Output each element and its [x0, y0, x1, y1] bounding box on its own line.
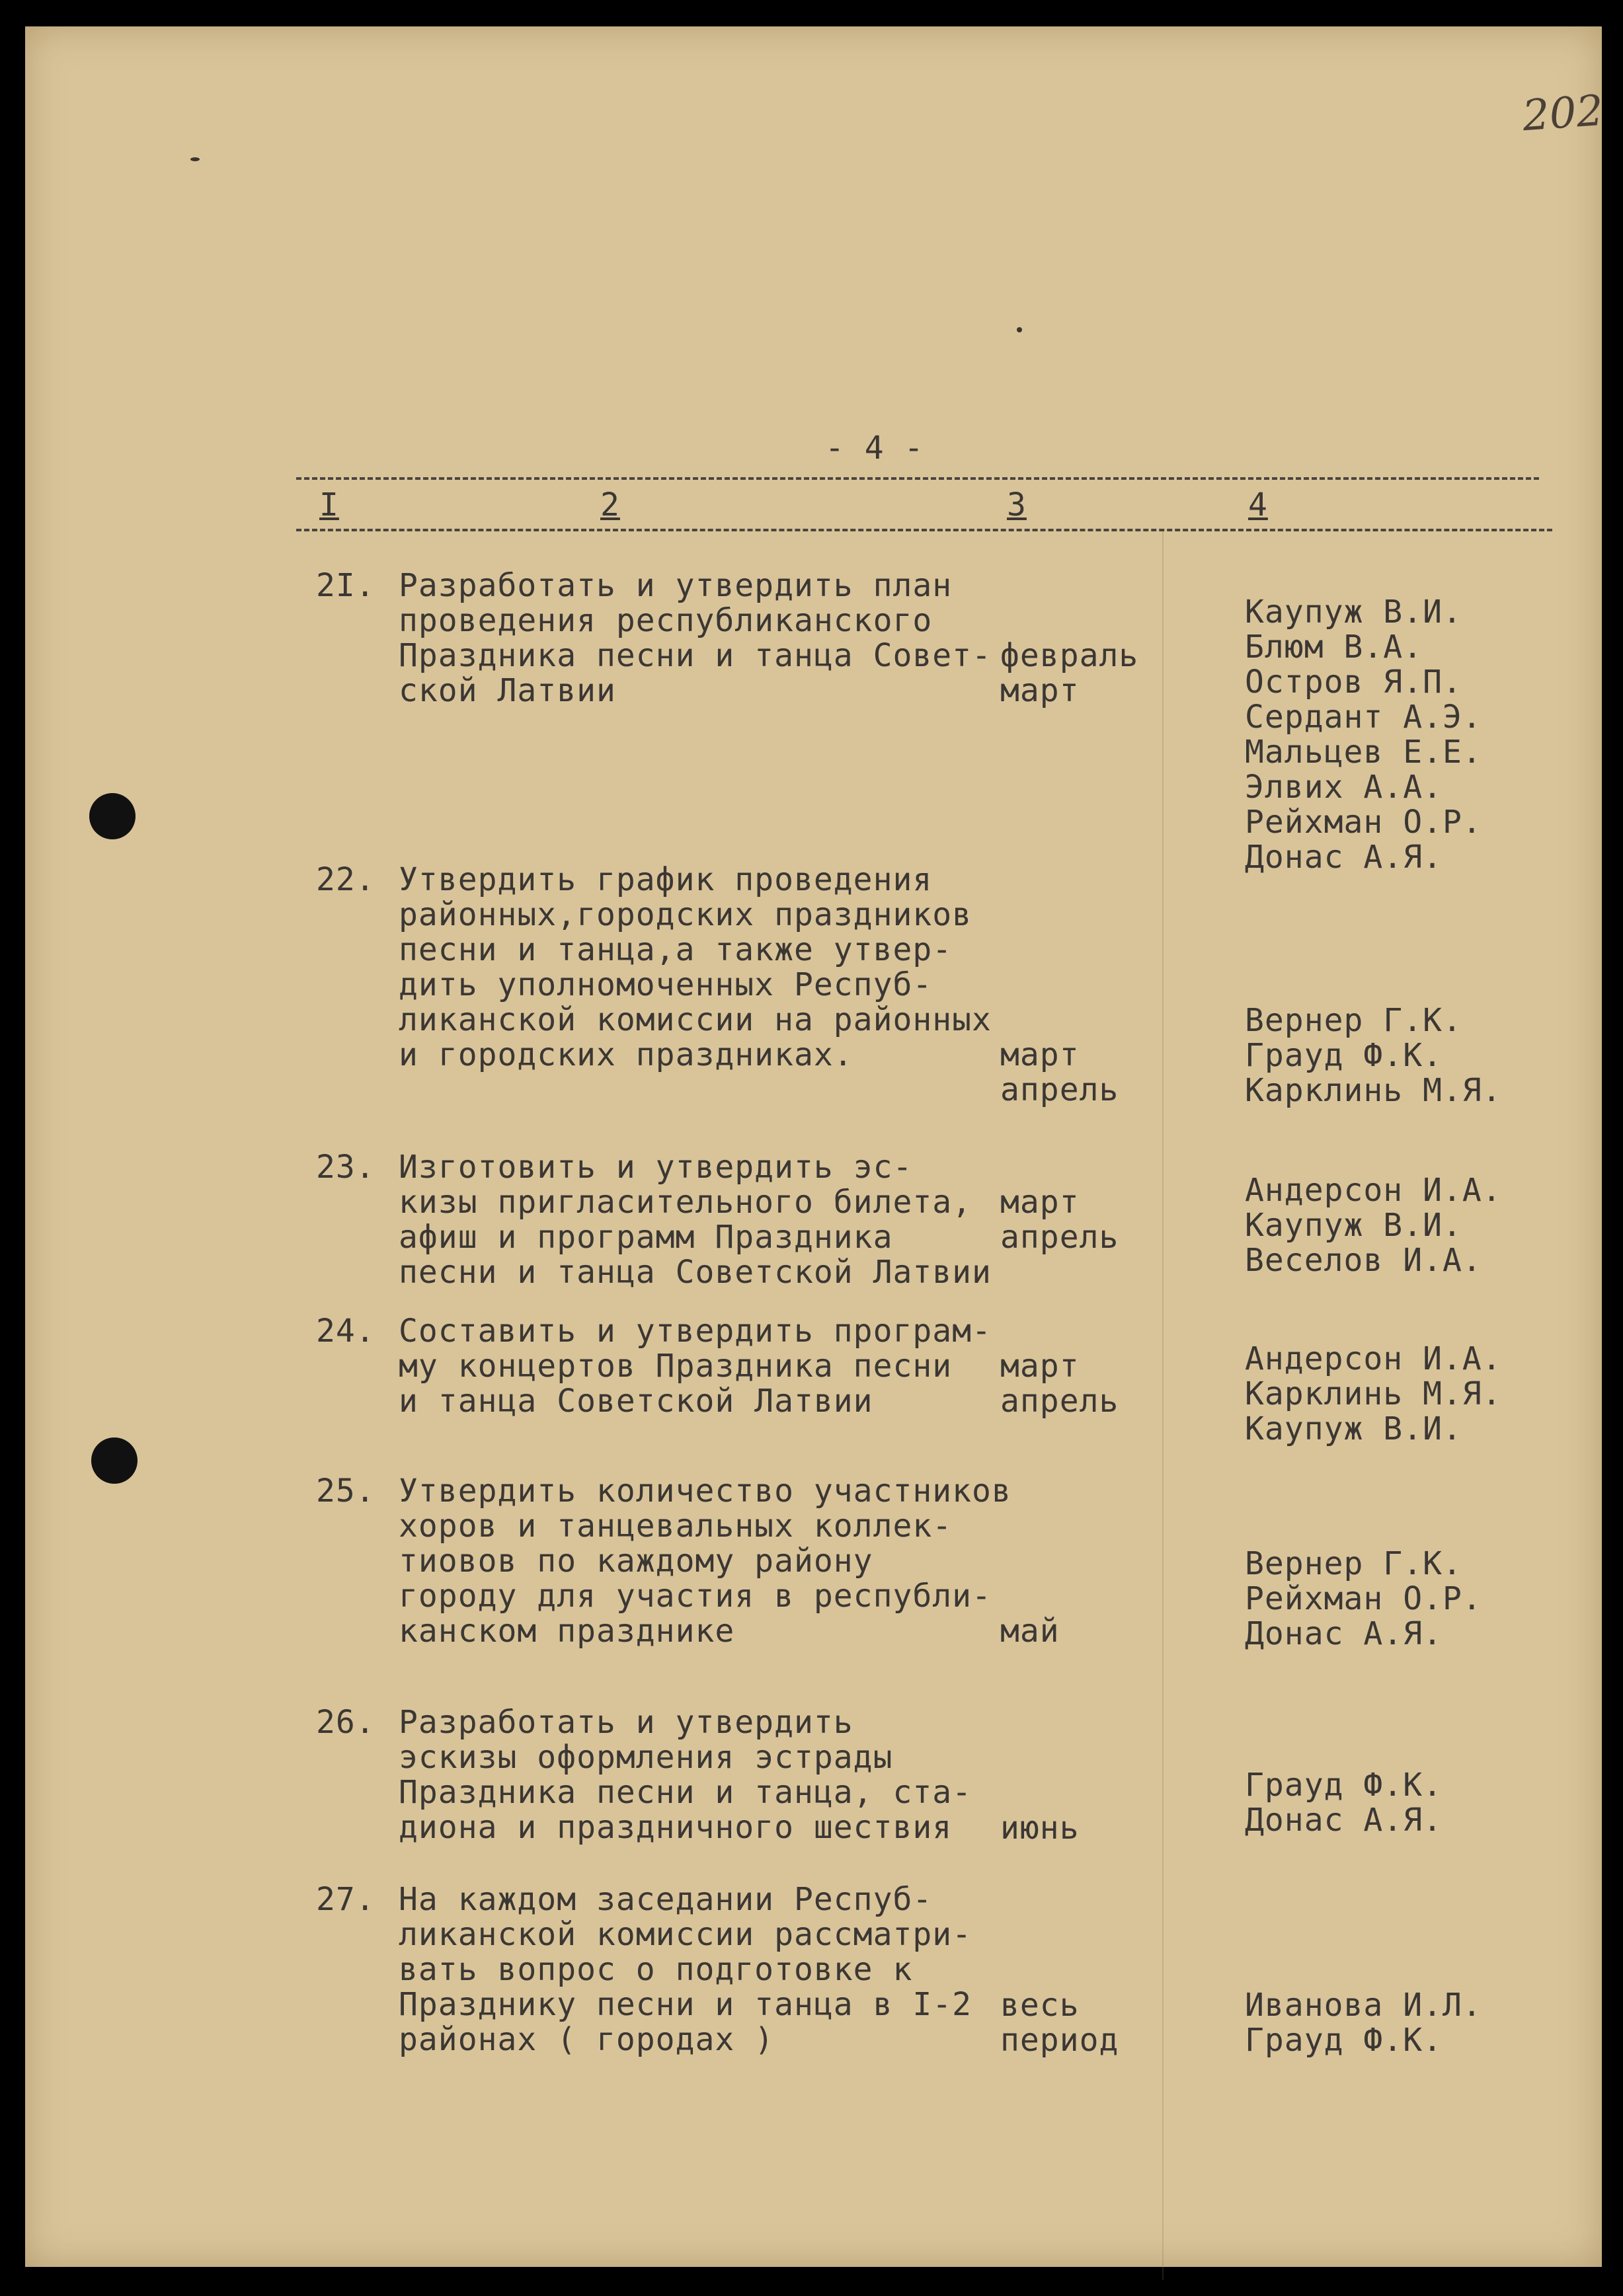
ink-speck	[1017, 327, 1022, 332]
column-header-4: 4	[1248, 486, 1268, 523]
row-number: 2I.	[316, 567, 376, 604]
row-number: 23.	[316, 1149, 376, 1186]
responsible-list: Андерсон И.А. Каупуж В.И. Веселов И.А.	[1245, 1172, 1502, 1279]
page-number: - 4 -	[825, 430, 924, 467]
column-header-2: 2	[600, 486, 620, 523]
term-text: май	[1000, 1613, 1060, 1650]
task-text: На каждом заседании Респуб- ликанской комиссии рассматри- вать вопрос о подготовке к Празднику песни и танца в I-2 районах ( городах )	[399, 1881, 972, 2058]
table-header-rule	[296, 529, 1552, 531]
row-number: 25.	[316, 1473, 376, 1510]
table-top-rule	[296, 477, 1539, 480]
task-text: Утвердить график проведения районных,городских праздников песни и танца,а также утвер- дить уполномоченных Респуб- ликанской комиссии на районных и городских праздниках.	[399, 861, 992, 1073]
responsible-list: Грауд Ф.К. Донас А.Я.	[1245, 1767, 1443, 1839]
term-text: март апрель	[1000, 1348, 1119, 1420]
term-text: март апрель	[1000, 1184, 1119, 1256]
task-text: Изготовить и утвердить эс- кизы пригласительного билета, афиш и программ Праздника песни и танца Советской Латвии	[399, 1149, 992, 1291]
term-text: июнь	[1000, 1810, 1080, 1847]
column-header-1: I	[319, 486, 339, 523]
row-number: 27.	[316, 1881, 376, 1918]
term-text: весь период	[1000, 1987, 1119, 2059]
task-text: Составить и утвердить програм- му концертов Праздника песни и танца Советской Латвии	[399, 1313, 992, 1420]
task-text: Утвердить количество участников хоров и танцевальных коллек- тиовов по каждому району городу для участия в республи- канском празднике	[399, 1473, 1011, 1650]
row-number: 24.	[316, 1313, 376, 1350]
responsible-list: Вернер Г.К. Рейхман О.Р. Донас А.Я.	[1245, 1545, 1482, 1652]
responsible-list: Каупуж В.И. Блюм В.А. Остров Я.П. Сердант А.Э. Мальцев Е.Е. Элвих А.А. Рейхман О.Р. Донас А.Я.	[1245, 593, 1482, 876]
task-text: Разработать и утвердить план проведения республиканского Праздника песни и танца Совет- ской Латвии	[399, 567, 992, 709]
responsible-list: Вернер Г.К. Грауд Ф.К. Карклинь М.Я.	[1245, 1002, 1502, 1109]
punch-hole	[89, 793, 136, 839]
column-header-3: 3	[1007, 486, 1027, 523]
term-text: март апрель	[1000, 1036, 1119, 1108]
row-number: 26.	[316, 1704, 376, 1741]
responsible-list: Иванова И.Л. Грауд Ф.К.	[1245, 1987, 1482, 2059]
paper-fold	[1162, 529, 1164, 2280]
row-number: 22.	[316, 861, 376, 898]
document-sheet	[25, 26, 1605, 2267]
term-text: февраль март	[1000, 637, 1139, 709]
punch-hole	[91, 1437, 138, 1484]
archive-page-number: 202	[1521, 86, 1605, 141]
ink-speck	[190, 157, 200, 161]
responsible-list: Андерсон И.А. Карклинь М.Я. Каупуж В.И.	[1245, 1340, 1502, 1447]
task-text: Разработать и утвердить эскизы оформления эстрады Праздника песни и танца, ста- диона и праздничного шествия	[399, 1704, 972, 1846]
